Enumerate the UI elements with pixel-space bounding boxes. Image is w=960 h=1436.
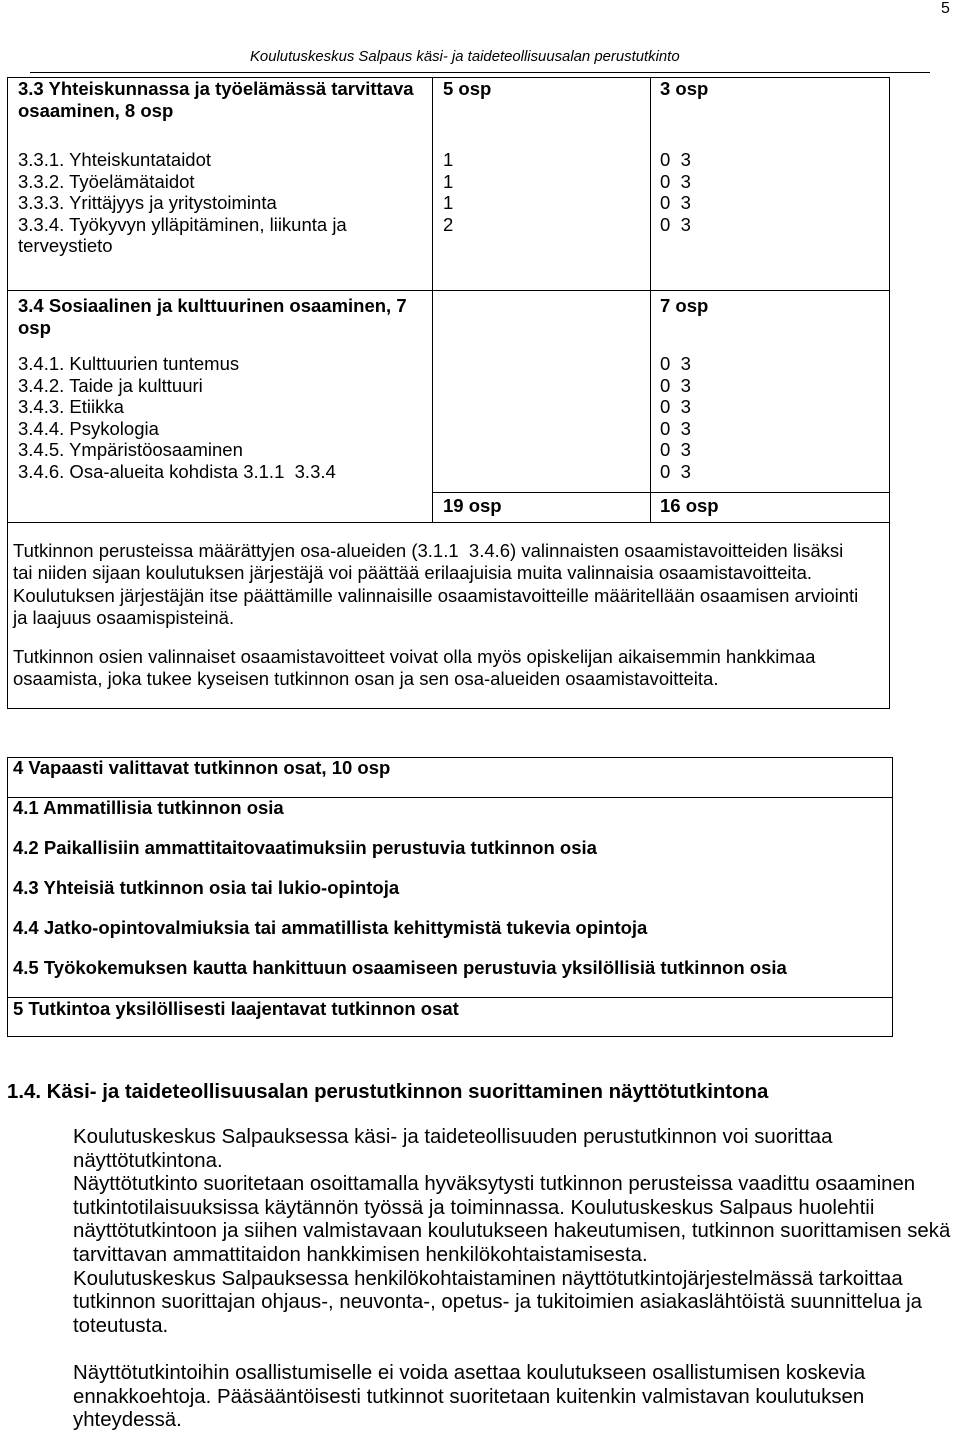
table-border	[650, 77, 651, 523]
value-cell: 0 3	[660, 213, 691, 235]
paragraph-line: osaamista, joka tukee kyseisen tutkinnon osan ja sen osa-alueiden osaamistavoitteita.	[13, 668, 719, 689]
table-border	[7, 708, 890, 709]
paragraph-line: Koulutuskeskus Salpauksessa henkilökohtaistaminen näyttötutkintojärjestelmässä tarkoittaa	[73, 1267, 903, 1290]
paragraph	[73, 1173, 950, 1267]
table-border	[432, 77, 433, 523]
section-3-3-items	[18, 149, 423, 257]
value-cell: 2	[443, 213, 454, 235]
paragraph-line: näyttötutkintona.	[73, 1149, 223, 1172]
table-row: 4.1 Ammatillisia tutkinnon osia	[13, 797, 284, 818]
section-3-3-col3-values	[660, 149, 691, 235]
paragraph	[73, 1126, 950, 1173]
table-border	[7, 1036, 893, 1037]
section-3-4-items	[18, 353, 423, 482]
table-border	[892, 757, 893, 1037]
paragraph-line: toteutusta.	[73, 1314, 169, 1337]
list-item: 3.4.2. Taide ja kulttuuri	[18, 374, 203, 396]
total-col2: 19 osp	[443, 495, 502, 516]
paragraph-line: yhteydessä.	[73, 1409, 182, 1432]
table-row: 4 Vapaasti valittavat tutkinnon osat, 10 osp	[13, 757, 391, 778]
value-cell: 0 3	[660, 170, 691, 192]
value-cell: 0 3	[660, 439, 691, 460]
value-cell: 1	[443, 149, 454, 170]
value-cell: 0 3	[660, 460, 691, 482]
section-3-3-title: 3.3 Yhteiskunnassa ja työelämässä tarvittava osaaminen, 8 osp	[18, 78, 419, 121]
table-row: 5 Tutkintoa yksilöllisesti laajentavat tutkinnon osat	[13, 998, 459, 1019]
paragraph-spacer	[73, 1338, 950, 1362]
section-heading: 1.4. Käsi- ja taideteollisuusalan perustutkinnon suorittaminen näyttötutkintona	[7, 1081, 769, 1103]
value-cell: 1	[443, 192, 454, 213]
value-cell: 0 3	[660, 192, 691, 213]
paragraph-line: tarvittavan ammattitaidon hankkimisen henkilökohtaistamisesta.	[73, 1243, 648, 1266]
table-border	[7, 290, 890, 291]
value-cell: 0 3	[660, 374, 691, 396]
value-cell: 0 3	[660, 353, 691, 374]
list-item: 3.4.3. Etiikka	[18, 396, 124, 417]
list-item: 3.3.2. Työelämätaidot	[18, 170, 195, 192]
paragraph-line: Koulutuksen järjestäjän itse päättämille valinnaisille osaamistavoitteille määritellään osaamisen arviointi	[13, 584, 859, 606]
paragraph-line: tai niiden sijaan koulutuksen järjestäjä voi päättää erilaajuisia muita valinnaisia osaamistavoitteita.	[13, 562, 813, 584]
section-3-4-col3-heading: 7 osp	[660, 295, 709, 316]
paragraph	[73, 1268, 950, 1339]
list-item: 3.3.1. Yhteiskuntataidot	[18, 149, 212, 170]
section-3-3-col3-heading: 3 osp	[660, 78, 709, 99]
section-3-3-col2-heading: 5 osp	[443, 78, 492, 99]
table-border	[889, 77, 890, 709]
paragraph-line: ennakkoehtoja. Pääsääntöisesti tutkinnot suoritetaan kuitenkin valmistavan koulutuksen	[73, 1385, 865, 1408]
list-item: 3.4.4. Psykologia	[18, 417, 159, 439]
running-header: Koulutuskeskus Salpaus käsi- ja taideteollisuusalan perustutkinto	[250, 49, 680, 65]
list-item: 3.3.3. Yrittäjyys ja yritystoiminta	[18, 192, 277, 213]
paragraph-line: Koulutuskeskus Salpauksessa käsi- ja taideteollisuuden perustutkinnon voi suorittaa	[73, 1126, 833, 1148]
total-col3: 16 osp	[660, 495, 719, 516]
table-border	[7, 522, 890, 523]
table-row: 4.2 Paikallisiin ammattitaitovaatimuksiin perustuvia tutkinnon osia	[13, 837, 597, 858]
paragraph-line: Tutkinnon osien valinnaiset osaamistavoitteet voivat olla myös opiskelijan aikaisemmin hankkimaa	[13, 646, 816, 667]
paragraph-line: ja laajuus osaamispisteinä.	[13, 606, 235, 628]
table-row: 4.5 Työkokemuksen kautta hankittuun osaamiseen perustuvia yksilöllisiä tutkinnon osia	[13, 957, 787, 978]
table-note-paragraph-2	[13, 646, 815, 690]
table-border	[7, 77, 8, 709]
value-cell: 1	[443, 170, 454, 192]
paragraph-line: tutkintotilaisuuksissa käytännön työssä ja toiminnassa. Koulutuskeskus Salpaus huolehtii	[73, 1196, 875, 1219]
table-border	[7, 757, 8, 1037]
paragraph-line: Tutkinnon perusteissa määrättyjen osa-alueiden (3.1.1 3.4.6) valinnaisten osaamistavoitteiden lisäksi	[13, 540, 844, 561]
value-cell: 0 3	[660, 396, 691, 417]
list-item: 3.4.6. Osa-alueita kohdista 3.1.1 3.3.4	[18, 460, 336, 482]
list-item: 3.3.4. Työkyvyn ylläpitäminen, liikunta ja terveystieto	[18, 213, 352, 256]
paragraph-line: näyttötutkintoon ja siihen valmistavaan koulutukseen hakeutumisen, tutkinnon suorittamisen sekä	[73, 1220, 951, 1243]
page-number: 5	[941, 0, 950, 17]
section-3-3-col2-values	[443, 149, 453, 235]
paragraph-line: Näyttötutkinto suoritetaan osoittamalla hyväksytysti tutkinnon perusteissa vaadittu osaaminen	[73, 1173, 916, 1196]
list-item: 3.4.1. Kulttuurien tuntemus	[18, 353, 240, 374]
list-item: 3.4.5. Ympäristöosaaminen	[18, 439, 243, 460]
paragraph-line: tutkinnon suorittajan ohjaus-, neuvonta-, opetus- ja tukitoimien asiakaslähtöistä suunnittelua ja	[73, 1291, 922, 1314]
paragraph-line: Näyttötutkintoihin osallistumiselle ei voida asettaa koulutukseen osallistumisen koskevia	[73, 1361, 866, 1384]
paragraph	[73, 1362, 950, 1433]
value-cell: 0 3	[660, 417, 691, 439]
header-rule	[30, 72, 930, 73]
table-row: 4.4 Jatko-opintovalmiuksia tai ammatillista kehittymistä tukevia opintoja	[13, 917, 648, 938]
section-3-4-title: 3.4 Sosiaalinen ja kulttuurinen osaaminen, 7 osp	[18, 295, 412, 338]
value-cell: 0 3	[660, 149, 691, 170]
section-body	[73, 1126, 950, 1433]
table-row: 4.3 Yhteisiä tutkinnon osia tai lukio-opintoja	[13, 877, 400, 898]
table-note-paragraph-1	[13, 540, 858, 629]
section-3-4-col3-values	[660, 353, 691, 482]
table-border	[432, 492, 890, 493]
